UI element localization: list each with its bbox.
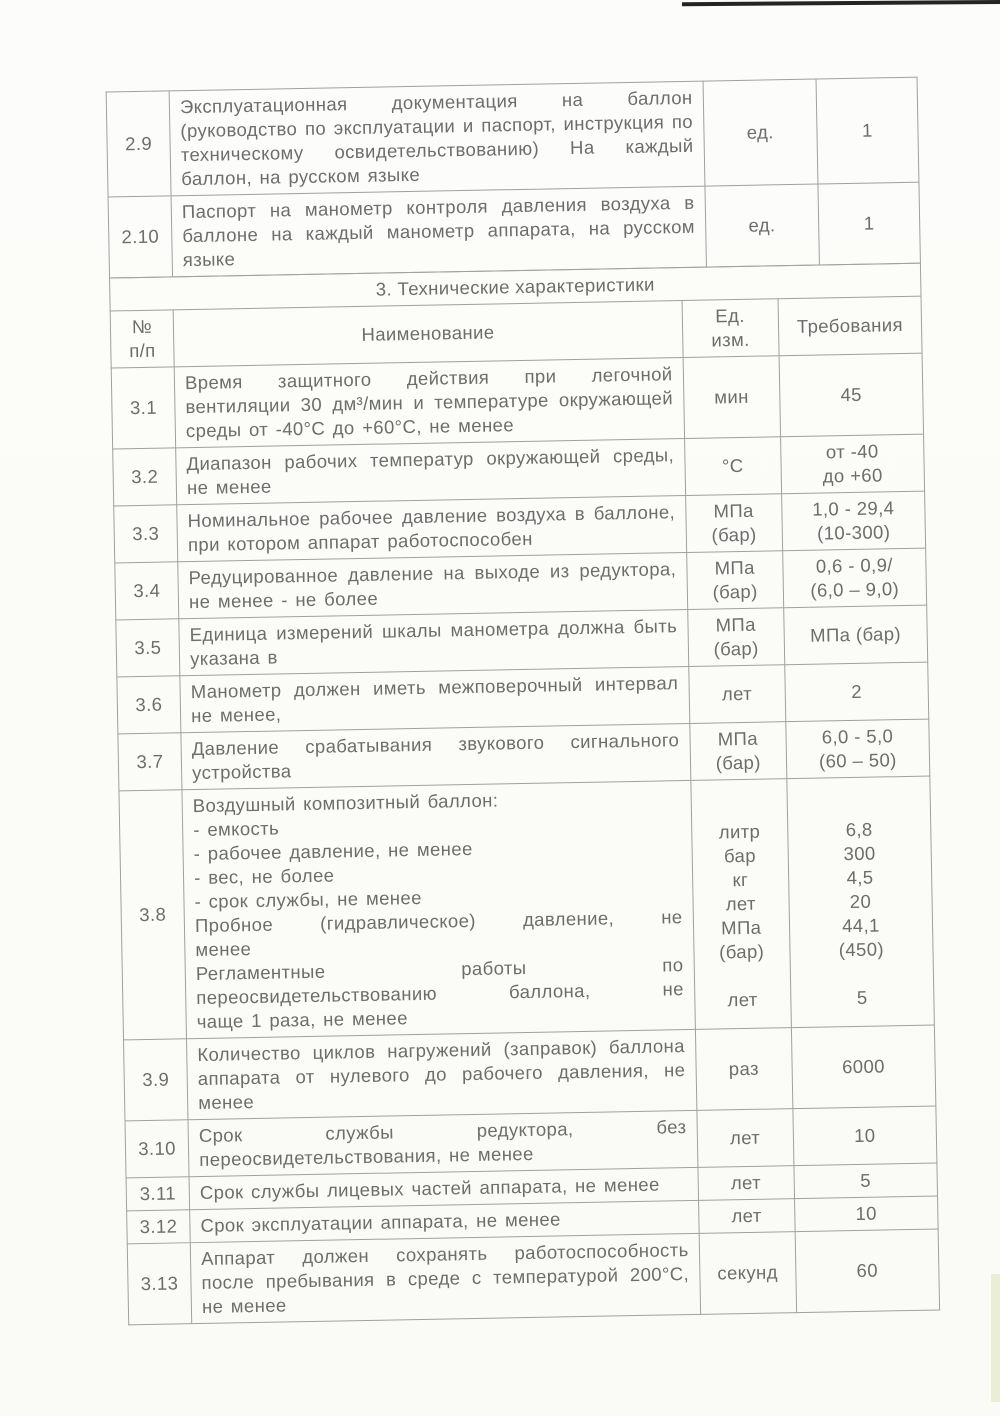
header-name: Наименование [173,301,683,367]
row-name: Давление срабатывания звукового сигнального устройства [181,723,691,789]
row-name: Срок службы лицевых частей аппарата, не менее [189,1167,698,1209]
row-number: 3.11 [126,1177,190,1211]
row-number: 3.1 [111,367,176,449]
row-number: 3.8 [119,790,187,1040]
row-name: Единица измерений шкалы манометра должна быть указана в [179,609,689,675]
row-unit: мин [683,356,781,439]
row-unit: литр бар кг лет МПа (бар) лет [691,779,792,1030]
table-row-2-9 [106,77,919,197]
row-requirement: МПа (бар) [783,605,927,665]
row-name: Манометр должен иметь межповерочный интервал не менее, [180,666,690,732]
row-unit: ед. [705,184,820,267]
row-requirement: 1 [816,77,919,184]
cylinder-spec-list: Воздушный композитный баллон: - емкость - рабочее давление, не менее - вес, не более - срок службы, не менее [192,789,499,913]
row-requirement: 45 [779,353,924,437]
table-row-3-13 [127,1229,939,1325]
row-requirement: 1,0 - 29,4 (10-300) [781,491,925,551]
row-name [182,780,695,1038]
row-name: Эксплуатационная документация на баллон (руководство по эксплуатации и паспорт, инструкция по техническому освидетельствованию) На каждый баллон, на русском языке [169,81,704,196]
row-number: 2.9 [106,91,171,197]
row-unit: секунд [699,1232,797,1315]
row-requirement: 6,8 300 4,5 20 44,1 (450) 5 [787,776,935,1028]
row-number: 3.3 [114,505,178,563]
row-number: 3.9 [124,1039,189,1121]
row-unit: лет [697,1109,794,1168]
row-number: 3.6 [117,676,181,734]
row-name: Количество циклов нагружений (заправок) баллона аппарата от нулевого до рабочего давления, не менее [187,1029,697,1119]
row-number: 3.13 [127,1243,192,1325]
row-number: 2.10 [108,196,173,278]
row-requirement: 2 [785,662,929,722]
row-number: 3.4 [115,562,179,620]
row-name: Редуцированное давление на выходе из редуктора, не менее - не более [178,552,688,618]
row-name: Номинальное рабочее давление воздуха в баллоне, при котором аппарат работоспособен [177,495,687,561]
header-requirements: Требования [778,296,922,356]
table-row-3-9 [124,1025,936,1121]
row-number: 3.2 [113,448,177,506]
row-unit: МПа (бар) [685,494,782,553]
row-unit: раз [695,1028,793,1111]
row-unit: ед. [703,79,818,186]
row-requirement: 6000 [791,1025,936,1109]
delivery-set-table [106,77,921,279]
scan-edge-artifact-top [682,0,1000,6]
table-row-3-8 [119,776,934,1040]
scan-edge-artifact-right [991,1274,1000,1402]
row-requirement: 10 [794,1196,938,1232]
row-number: 3.12 [127,1210,191,1244]
header-num: № п/п [110,310,174,368]
technical-characteristics-table [109,263,940,1326]
row-requirement: 6,0 - 5,0 (60 – 50) [786,719,930,779]
document-sheet [106,77,940,1326]
row-requirement: 1 [818,182,921,265]
maintenance-paragraph-tail: чаще 1 раза, не менее [196,1007,408,1033]
row-requirement: 5 [794,1163,938,1199]
row-number: 3.10 [125,1120,189,1178]
row-name: Срок службы редуктора, без переосвидетельствования, не менее [188,1110,698,1176]
table-row-3-1 [111,353,923,449]
row-requirement: от -40 до +60 [780,434,924,494]
maintenance-paragraph: Регламентные работы по переосвидетельствованию баллона, не [195,954,685,1009]
row-requirement: 60 [795,1229,940,1313]
row-requirement: 0,6 - 0,9/ (6,0 – 9,0) [782,548,926,608]
row-unit: МПа (бар) [686,551,783,610]
row-name: Время защитного действия при легочной вентиляции 30 дм³/мин и температуре окружающей среды от -40°С до +60°С, не менее [174,358,684,448]
row-number: 3.7 [118,733,182,791]
row-name: Паспорт на манометр контроля давления воздуха в баллоне на каждый манометр аппарата, на русском языке [171,186,706,277]
header-unit: Ед. изм. [682,299,779,358]
row-unit: лет [688,665,785,724]
section-title: 3. Технические характеристики [110,263,921,311]
row-unit: МПа (бар) [687,608,784,667]
row-unit: МПа (бар) [689,722,786,781]
row-name: Срок эксплуатации аппарата, не менее [190,1200,699,1242]
row-number: 3.5 [116,619,180,677]
row-unit: °С [684,437,781,496]
row-name: Аппарат должен сохранять работоспособность после пребывания в среде с температурой 200°С, не менее [190,1233,700,1323]
table-row-2-10 [108,182,920,278]
test-pressure-paragraph: Пробное (гидравлическое) давление, не менее [194,906,683,961]
row-requirement: 10 [793,1106,937,1166]
row-name: Диапазон рабочих температур окружающей среды, не менее [176,439,686,505]
row-unit: лет [698,1166,795,1201]
row-unit: лет [698,1199,795,1234]
